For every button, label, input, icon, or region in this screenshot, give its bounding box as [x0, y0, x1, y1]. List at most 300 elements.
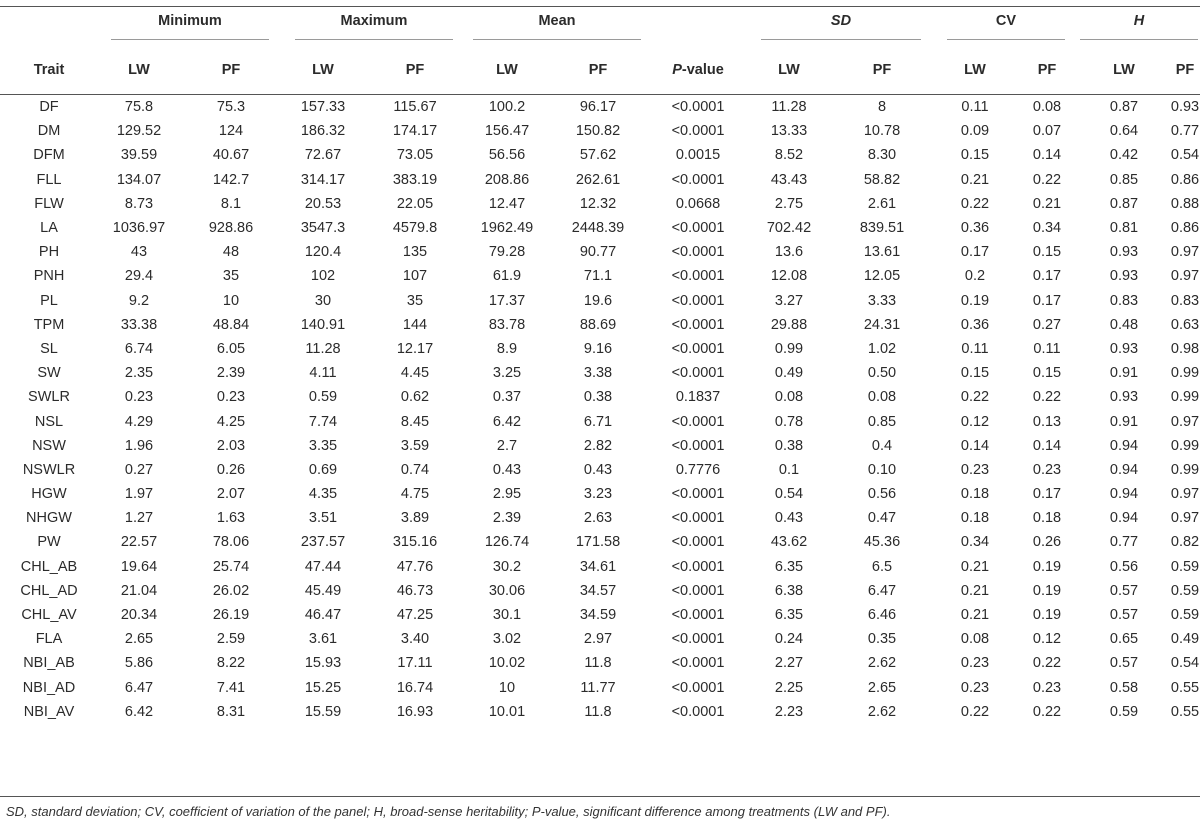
cell-h-lw: 0.93	[1109, 244, 1139, 261]
cell-trait: SL	[40, 340, 58, 357]
header-max-lw: LW	[282, 46, 364, 95]
cell-mean-pf: 2448.39	[571, 220, 625, 237]
cell-max-pf: 16.74	[396, 679, 434, 696]
cell-h-lw: 0.77	[1109, 534, 1139, 551]
table-row	[0, 216, 1200, 240]
cell-h-lw: 0.57	[1109, 582, 1139, 599]
header-p-italic: P	[672, 62, 682, 78]
cell-trait: LA	[40, 220, 58, 237]
cell-mean-pf: 11.77	[580, 679, 616, 696]
cell-cv-pf: 0.23	[1032, 679, 1062, 696]
cell-trait: SW	[37, 365, 61, 382]
cell-mean-pf: 34.59	[579, 607, 617, 624]
cell-cv-pf: 0.22	[1032, 703, 1062, 720]
table-row	[0, 192, 1200, 216]
cell-h-pf: 0.59	[1170, 558, 1200, 575]
cell-cv-lw: 0.12	[960, 413, 990, 430]
cell-h-pf: 0.55	[1170, 703, 1200, 720]
table-row	[0, 95, 1200, 120]
cell-sd-pf: 10.78	[863, 123, 901, 140]
sub-header-row	[0, 46, 1200, 95]
cell-min-pf: 48	[222, 244, 240, 261]
cell-mean-lw: 8.9	[496, 340, 518, 357]
cell-cv-lw: 0.15	[960, 147, 990, 164]
cell-cv-pf: 0.14	[1032, 437, 1062, 454]
header-h-lw: LW	[1078, 46, 1170, 95]
cell-cv-pf: 0.19	[1032, 558, 1062, 575]
cell-min-lw: 39.59	[120, 147, 158, 164]
header-sd-pf: PF	[830, 46, 934, 95]
cell-cv-pf: 0.26	[1032, 534, 1062, 551]
cell-trait: PL	[40, 292, 58, 309]
cell-max-lw: 20.53	[304, 195, 342, 212]
cell-cv-pf: 0.13	[1032, 413, 1062, 430]
cell-trait: PNH	[33, 268, 65, 285]
cell-max-lw: 120.4	[304, 244, 342, 261]
cell-max-pf: 115.67	[393, 99, 437, 116]
cell-mean-pf: 9.16	[583, 340, 613, 357]
cell-sd-lw: 43.43	[770, 171, 808, 188]
table-row	[0, 676, 1200, 700]
cell-cv-lw: 0.15	[960, 365, 990, 382]
cell-sd-lw: 0.49	[774, 365, 804, 382]
cell-p: <0.0001	[671, 510, 725, 527]
cell-max-pf: 174.17	[392, 123, 438, 140]
cell-mean-lw: 61.9	[492, 268, 522, 285]
cell-trait: PW	[37, 534, 61, 551]
table-row	[0, 530, 1200, 554]
cell-mean-lw: 3.02	[492, 631, 522, 648]
cell-sd-lw: 2.23	[774, 703, 804, 720]
header-min-pf: PF	[180, 46, 282, 95]
cell-h-lw: 0.59	[1109, 703, 1139, 720]
cell-cv-pf: 0.17	[1032, 292, 1062, 309]
cell-min-lw: 21.04	[120, 582, 158, 599]
cell-cv-lw: 0.19	[960, 292, 990, 309]
cell-trait: TPM	[33, 316, 65, 333]
cell-min-lw: 29.4	[124, 268, 154, 285]
cell-min-pf: 2.39	[216, 365, 246, 382]
cell-cv-pf: 0.15	[1032, 365, 1062, 382]
cell-trait: PH	[38, 244, 60, 261]
cell-max-pf: 12.17	[396, 340, 434, 357]
cell-trait: NBI_AB	[23, 655, 75, 672]
cell-max-pf: 3.89	[400, 510, 430, 527]
cell-mean-lw: 83.78	[488, 316, 526, 333]
cell-trait: NBI_AV	[23, 703, 75, 720]
cell-cv-lw: 0.21	[960, 607, 990, 624]
cell-mean-lw: 0.43	[492, 461, 522, 478]
cell-sd-pf: 13.61	[863, 244, 901, 261]
cell-h-pf: 0.99	[1170, 461, 1200, 478]
cell-mean-lw: 17.37	[488, 292, 526, 309]
cell-max-pf: 17.11	[397, 655, 433, 672]
cell-min-lw: 9.2	[128, 292, 150, 309]
cell-cv-lw: 0.23	[960, 461, 990, 478]
cell-cv-pf: 0.11	[1033, 340, 1061, 357]
table-row	[0, 337, 1200, 361]
cell-h-lw: 0.57	[1109, 655, 1139, 672]
cell-max-lw: 11.28	[305, 340, 341, 357]
cell-max-pf: 73.05	[396, 147, 434, 164]
cell-sd-pf: 0.35	[867, 631, 897, 648]
cell-min-lw: 6.74	[124, 340, 154, 357]
table-row	[0, 579, 1200, 603]
cell-mean-lw: 30.1	[492, 607, 522, 624]
cell-mean-lw: 10.01	[488, 703, 526, 720]
header-mean-lw: LW	[466, 46, 548, 95]
cell-p: <0.0001	[671, 268, 725, 285]
header-p-rest: -value	[681, 62, 724, 78]
cell-max-pf: 0.62	[400, 389, 430, 406]
cell-p: <0.0001	[671, 99, 725, 116]
cell-sd-pf: 3.33	[867, 292, 897, 309]
cell-mean-pf: 96.17	[579, 99, 617, 116]
header-p-value	[648, 46, 748, 95]
cell-cv-lw: 0.09	[960, 123, 990, 140]
cell-max-lw: 0.69	[308, 461, 338, 478]
cell-mean-lw: 208.86	[484, 171, 530, 188]
group-header-minimum: Minimum	[98, 6, 282, 46]
cell-mean-pf: 88.69	[579, 316, 617, 333]
cell-min-pf: 2.03	[216, 437, 246, 454]
cell-min-pf: 8.31	[216, 703, 246, 720]
cell-sd-lw: 6.35	[774, 607, 804, 624]
cell-cv-pf: 0.19	[1032, 607, 1062, 624]
cell-p: <0.0001	[671, 486, 725, 503]
cell-cv-lw: 0.36	[960, 220, 990, 237]
cell-cv-lw: 0.21	[960, 582, 990, 599]
cell-min-lw: 75.8	[124, 99, 154, 116]
cell-h-pf: 0.49	[1170, 631, 1200, 648]
cell-sd-lw: 12.08	[770, 268, 808, 285]
cell-sd-lw: 2.27	[774, 655, 804, 672]
cell-max-lw: 4.35	[308, 486, 338, 503]
cell-sd-pf: 8	[877, 99, 887, 116]
cell-min-pf: 26.02	[212, 582, 250, 599]
cell-min-lw: 1036.97	[112, 220, 166, 237]
cell-max-lw: 237.57	[300, 534, 346, 551]
cell-cv-pf: 0.23	[1032, 461, 1062, 478]
cell-cv-pf: 0.18	[1032, 510, 1062, 527]
header-h-pf: PF	[1170, 46, 1200, 95]
cell-mean-pf: 2.97	[583, 631, 613, 648]
cell-mean-pf: 12.32	[579, 195, 617, 212]
cell-mean-pf: 3.23	[583, 486, 613, 503]
cell-sd-lw: 13.6	[774, 244, 804, 261]
cell-sd-lw: 11.28	[771, 99, 807, 116]
cell-sd-pf: 2.62	[867, 703, 897, 720]
cell-min-lw: 2.65	[124, 631, 154, 648]
cell-min-lw: 19.64	[120, 558, 158, 575]
table-row	[0, 119, 1200, 143]
cell-h-pf: 0.97	[1170, 244, 1200, 261]
cell-max-pf: 22.05	[396, 195, 434, 212]
cell-mean-pf: 19.6	[583, 292, 613, 309]
cell-max-pf: 383.19	[392, 171, 438, 188]
cell-h-lw: 0.87	[1109, 195, 1139, 212]
cell-cv-pf: 0.17	[1032, 486, 1062, 503]
cell-h-lw: 0.58	[1109, 679, 1139, 696]
cell-cv-pf: 0.17	[1032, 268, 1062, 285]
cell-min-pf: 25.74	[212, 558, 250, 575]
table-row	[0, 627, 1200, 651]
cell-max-pf: 315.16	[392, 534, 438, 551]
cell-sd-lw: 6.38	[774, 582, 804, 599]
header-cv-pf: PF	[1016, 46, 1078, 95]
cell-sd-pf: 0.50	[867, 365, 897, 382]
cell-mean-lw: 156.47	[484, 123, 530, 140]
cell-h-lw: 0.85	[1109, 171, 1139, 188]
cell-cv-lw: 0.17	[960, 244, 990, 261]
cell-min-pf: 0.26	[216, 461, 246, 478]
cell-cv-lw: 0.36	[960, 316, 990, 333]
cell-sd-pf: 12.05	[863, 268, 901, 285]
cell-mean-pf: 11.8	[584, 703, 612, 720]
cell-min-lw: 0.27	[124, 461, 154, 478]
cell-mean-pf: 0.38	[583, 389, 613, 406]
table-row	[0, 700, 1200, 724]
cell-cv-lw: 0.34	[960, 534, 990, 551]
cell-min-lw: 6.47	[124, 679, 154, 696]
cell-sd-pf: 6.47	[867, 582, 897, 599]
cell-min-pf: 48.84	[212, 316, 250, 333]
cell-cv-pf: 0.21	[1032, 195, 1062, 212]
cell-h-pf: 0.55	[1170, 679, 1200, 696]
cell-sd-lw: 0.43	[774, 510, 804, 527]
cell-max-pf: 107	[402, 268, 428, 285]
cell-sd-pf: 8.30	[867, 147, 897, 164]
cell-sd-pf: 2.65	[867, 679, 897, 696]
cell-sd-pf: 0.85	[867, 413, 897, 430]
cell-mean-pf: 34.57	[579, 582, 617, 599]
cell-cv-pf: 0.08	[1032, 99, 1062, 116]
cell-max-lw: 3.51	[308, 510, 338, 527]
cell-cv-lw: 0.08	[960, 631, 990, 648]
cell-min-pf: 26.19	[212, 607, 250, 624]
cell-cv-lw: 0.22	[960, 703, 990, 720]
cell-min-pf: 4.25	[216, 413, 246, 430]
statistics-table	[0, 6, 1200, 724]
cell-h-lw: 0.94	[1109, 486, 1139, 503]
cell-mean-lw: 1962.49	[480, 220, 534, 237]
cell-max-pf: 46.73	[396, 582, 434, 599]
cell-trait: FLW	[34, 195, 64, 212]
cell-min-lw: 0.23	[124, 389, 154, 406]
cell-min-lw: 43	[130, 244, 148, 261]
cell-sd-pf: 2.61	[867, 195, 897, 212]
cell-max-pf: 4.45	[400, 365, 430, 382]
cell-mean-pf: 11.8	[584, 655, 612, 672]
cell-max-pf: 144	[402, 316, 428, 333]
cell-sd-lw: 29.88	[770, 316, 808, 333]
cell-h-lw: 0.93	[1109, 389, 1139, 406]
cell-cv-lw: 0.11	[961, 99, 989, 116]
cell-max-lw: 72.67	[304, 147, 342, 164]
cell-h-pf: 0.77	[1170, 123, 1200, 140]
cell-mean-lw: 6.42	[492, 413, 522, 430]
cell-mean-pf: 2.82	[583, 437, 613, 454]
cell-mean-pf: 0.43	[583, 461, 613, 478]
cell-p: 0.1837	[675, 389, 721, 406]
cell-cv-lw: 0.23	[960, 679, 990, 696]
cell-mean-lw: 2.7	[496, 437, 518, 454]
cell-h-lw: 0.91	[1109, 413, 1139, 430]
cell-h-lw: 0.56	[1109, 558, 1139, 575]
cell-cv-pf: 0.22	[1032, 389, 1062, 406]
cell-max-pf: 4579.8	[392, 220, 438, 237]
cell-mean-lw: 0.37	[492, 389, 522, 406]
cell-p: <0.0001	[671, 365, 725, 382]
cell-min-lw: 129.52	[116, 123, 162, 140]
cell-min-pf: 35	[222, 268, 240, 285]
cell-h-pf: 0.98	[1170, 340, 1200, 357]
cell-min-lw: 8.73	[124, 195, 154, 212]
cell-min-pf: 10	[222, 292, 240, 309]
cell-min-lw: 33.38	[120, 316, 158, 333]
table-body	[0, 95, 1200, 724]
cell-min-lw: 6.42	[124, 703, 154, 720]
cell-min-pf: 1.63	[216, 510, 246, 527]
cell-max-lw: 3.61	[308, 631, 338, 648]
cell-cv-lw: 0.21	[960, 558, 990, 575]
cell-mean-pf: 171.58	[575, 534, 621, 551]
cell-h-pf: 0.83	[1170, 292, 1200, 309]
table-row	[0, 482, 1200, 506]
cell-cv-lw: 0.18	[960, 486, 990, 503]
group-header-row	[0, 6, 1200, 46]
cell-h-lw: 0.64	[1109, 123, 1139, 140]
cell-h-pf: 0.88	[1170, 195, 1200, 212]
cell-h-lw: 0.48	[1109, 316, 1139, 333]
cell-sd-lw: 43.62	[770, 534, 808, 551]
cell-p: <0.0001	[671, 220, 725, 237]
cell-max-lw: 30	[314, 292, 332, 309]
cell-max-lw: 15.93	[304, 655, 342, 672]
cell-min-lw: 1.27	[124, 510, 154, 527]
table-row	[0, 555, 1200, 579]
cell-p: 0.7776	[675, 461, 721, 478]
cell-sd-pf: 45.36	[863, 534, 901, 551]
cell-max-pf: 4.75	[400, 486, 430, 503]
cell-sd-lw: 0.38	[774, 437, 804, 454]
table-bottom-rule	[0, 796, 1200, 797]
cell-p: <0.0001	[671, 655, 725, 672]
cell-max-lw: 157.33	[300, 99, 346, 116]
cell-h-pf: 0.99	[1170, 437, 1200, 454]
table-row	[0, 385, 1200, 409]
cell-cv-lw: 0.21	[960, 171, 990, 188]
cell-cv-lw: 0.23	[960, 655, 990, 672]
cell-p: <0.0001	[671, 582, 725, 599]
cell-min-lw: 2.35	[124, 365, 154, 382]
cell-sd-pf: 0.10	[867, 461, 897, 478]
cell-h-pf: 0.97	[1170, 268, 1200, 285]
cell-sd-lw: 3.27	[774, 292, 804, 309]
cell-p: <0.0001	[671, 413, 725, 430]
cell-min-pf: 8.22	[216, 655, 246, 672]
cell-max-lw: 140.91	[300, 316, 346, 333]
cell-h-lw: 0.94	[1109, 437, 1139, 454]
cell-mean-pf: 71.1	[583, 268, 613, 285]
cell-h-lw: 0.93	[1109, 340, 1139, 357]
cell-p: <0.0001	[671, 607, 725, 624]
cell-sd-pf: 6.46	[867, 607, 897, 624]
cell-h-pf: 0.93	[1170, 99, 1200, 116]
cell-sd-lw: 2.25	[774, 679, 804, 696]
group-header-maximum: Maximum	[282, 6, 466, 46]
cell-p: <0.0001	[671, 171, 725, 188]
cell-cv-pf: 0.34	[1032, 220, 1062, 237]
cell-max-pf: 135	[402, 244, 428, 261]
cell-sd-lw: 8.52	[774, 147, 804, 164]
cell-cv-lw: 0.22	[960, 389, 990, 406]
cell-sd-lw: 0.24	[774, 631, 804, 648]
cell-cv-lw: 0.22	[960, 195, 990, 212]
cell-sd-pf: 24.31	[863, 316, 901, 333]
cell-mean-lw: 2.39	[492, 510, 522, 527]
cell-h-lw: 0.91	[1109, 365, 1139, 382]
cell-sd-pf: 0.08	[867, 389, 897, 406]
cell-max-lw: 4.11	[309, 365, 337, 382]
cell-h-lw: 0.94	[1109, 510, 1139, 527]
cell-trait: NBI_AD	[22, 679, 76, 696]
cell-mean-lw: 30.06	[488, 582, 526, 599]
cell-p: <0.0001	[671, 631, 725, 648]
table-row	[0, 409, 1200, 433]
cell-trait: NHGW	[26, 510, 72, 527]
cell-mean-pf: 57.62	[579, 147, 617, 164]
cell-mean-lw: 56.56	[488, 147, 526, 164]
cell-trait: HGW	[31, 486, 67, 503]
cell-max-pf: 3.59	[400, 437, 430, 454]
cell-sd-pf: 0.4	[871, 437, 893, 454]
cell-sd-lw: 13.33	[770, 123, 808, 140]
table-row	[0, 458, 1200, 482]
cell-h-lw: 0.42	[1109, 147, 1139, 164]
cell-mean-pf: 150.82	[575, 123, 621, 140]
cell-p: 0.0015	[675, 147, 721, 164]
cell-max-lw: 314.17	[300, 171, 346, 188]
group-header-pvalue-empty	[648, 6, 748, 46]
cell-h-lw: 0.87	[1109, 99, 1139, 116]
cell-p: <0.0001	[671, 340, 725, 357]
cell-sd-pf: 839.51	[859, 220, 905, 237]
cell-min-lw: 1.96	[124, 437, 154, 454]
cell-max-lw: 15.25	[304, 679, 342, 696]
cell-min-pf: 928.86	[208, 220, 254, 237]
cell-cv-pf: 0.22	[1032, 171, 1062, 188]
cell-trait: DM	[37, 123, 61, 140]
cell-sd-lw: 0.08	[774, 389, 804, 406]
cell-min-lw: 20.34	[120, 607, 158, 624]
cell-mean-lw: 10.02	[488, 655, 526, 672]
cell-h-lw: 0.81	[1109, 220, 1139, 237]
cell-mean-pf: 6.71	[583, 413, 613, 430]
table-row	[0, 289, 1200, 313]
cell-max-lw: 15.59	[304, 703, 342, 720]
table-row	[0, 264, 1200, 288]
cell-max-lw: 7.74	[308, 413, 338, 430]
cell-cv-pf: 0.27	[1032, 316, 1062, 333]
cell-min-pf: 8.1	[220, 195, 242, 212]
group-header-sd: SD	[748, 6, 934, 46]
cell-trait: FLA	[35, 631, 63, 648]
cell-p: <0.0001	[671, 292, 725, 309]
cell-cv-pf: 0.22	[1032, 655, 1062, 672]
cell-max-lw: 3547.3	[300, 220, 346, 237]
cell-min-pf: 0.23	[216, 389, 246, 406]
